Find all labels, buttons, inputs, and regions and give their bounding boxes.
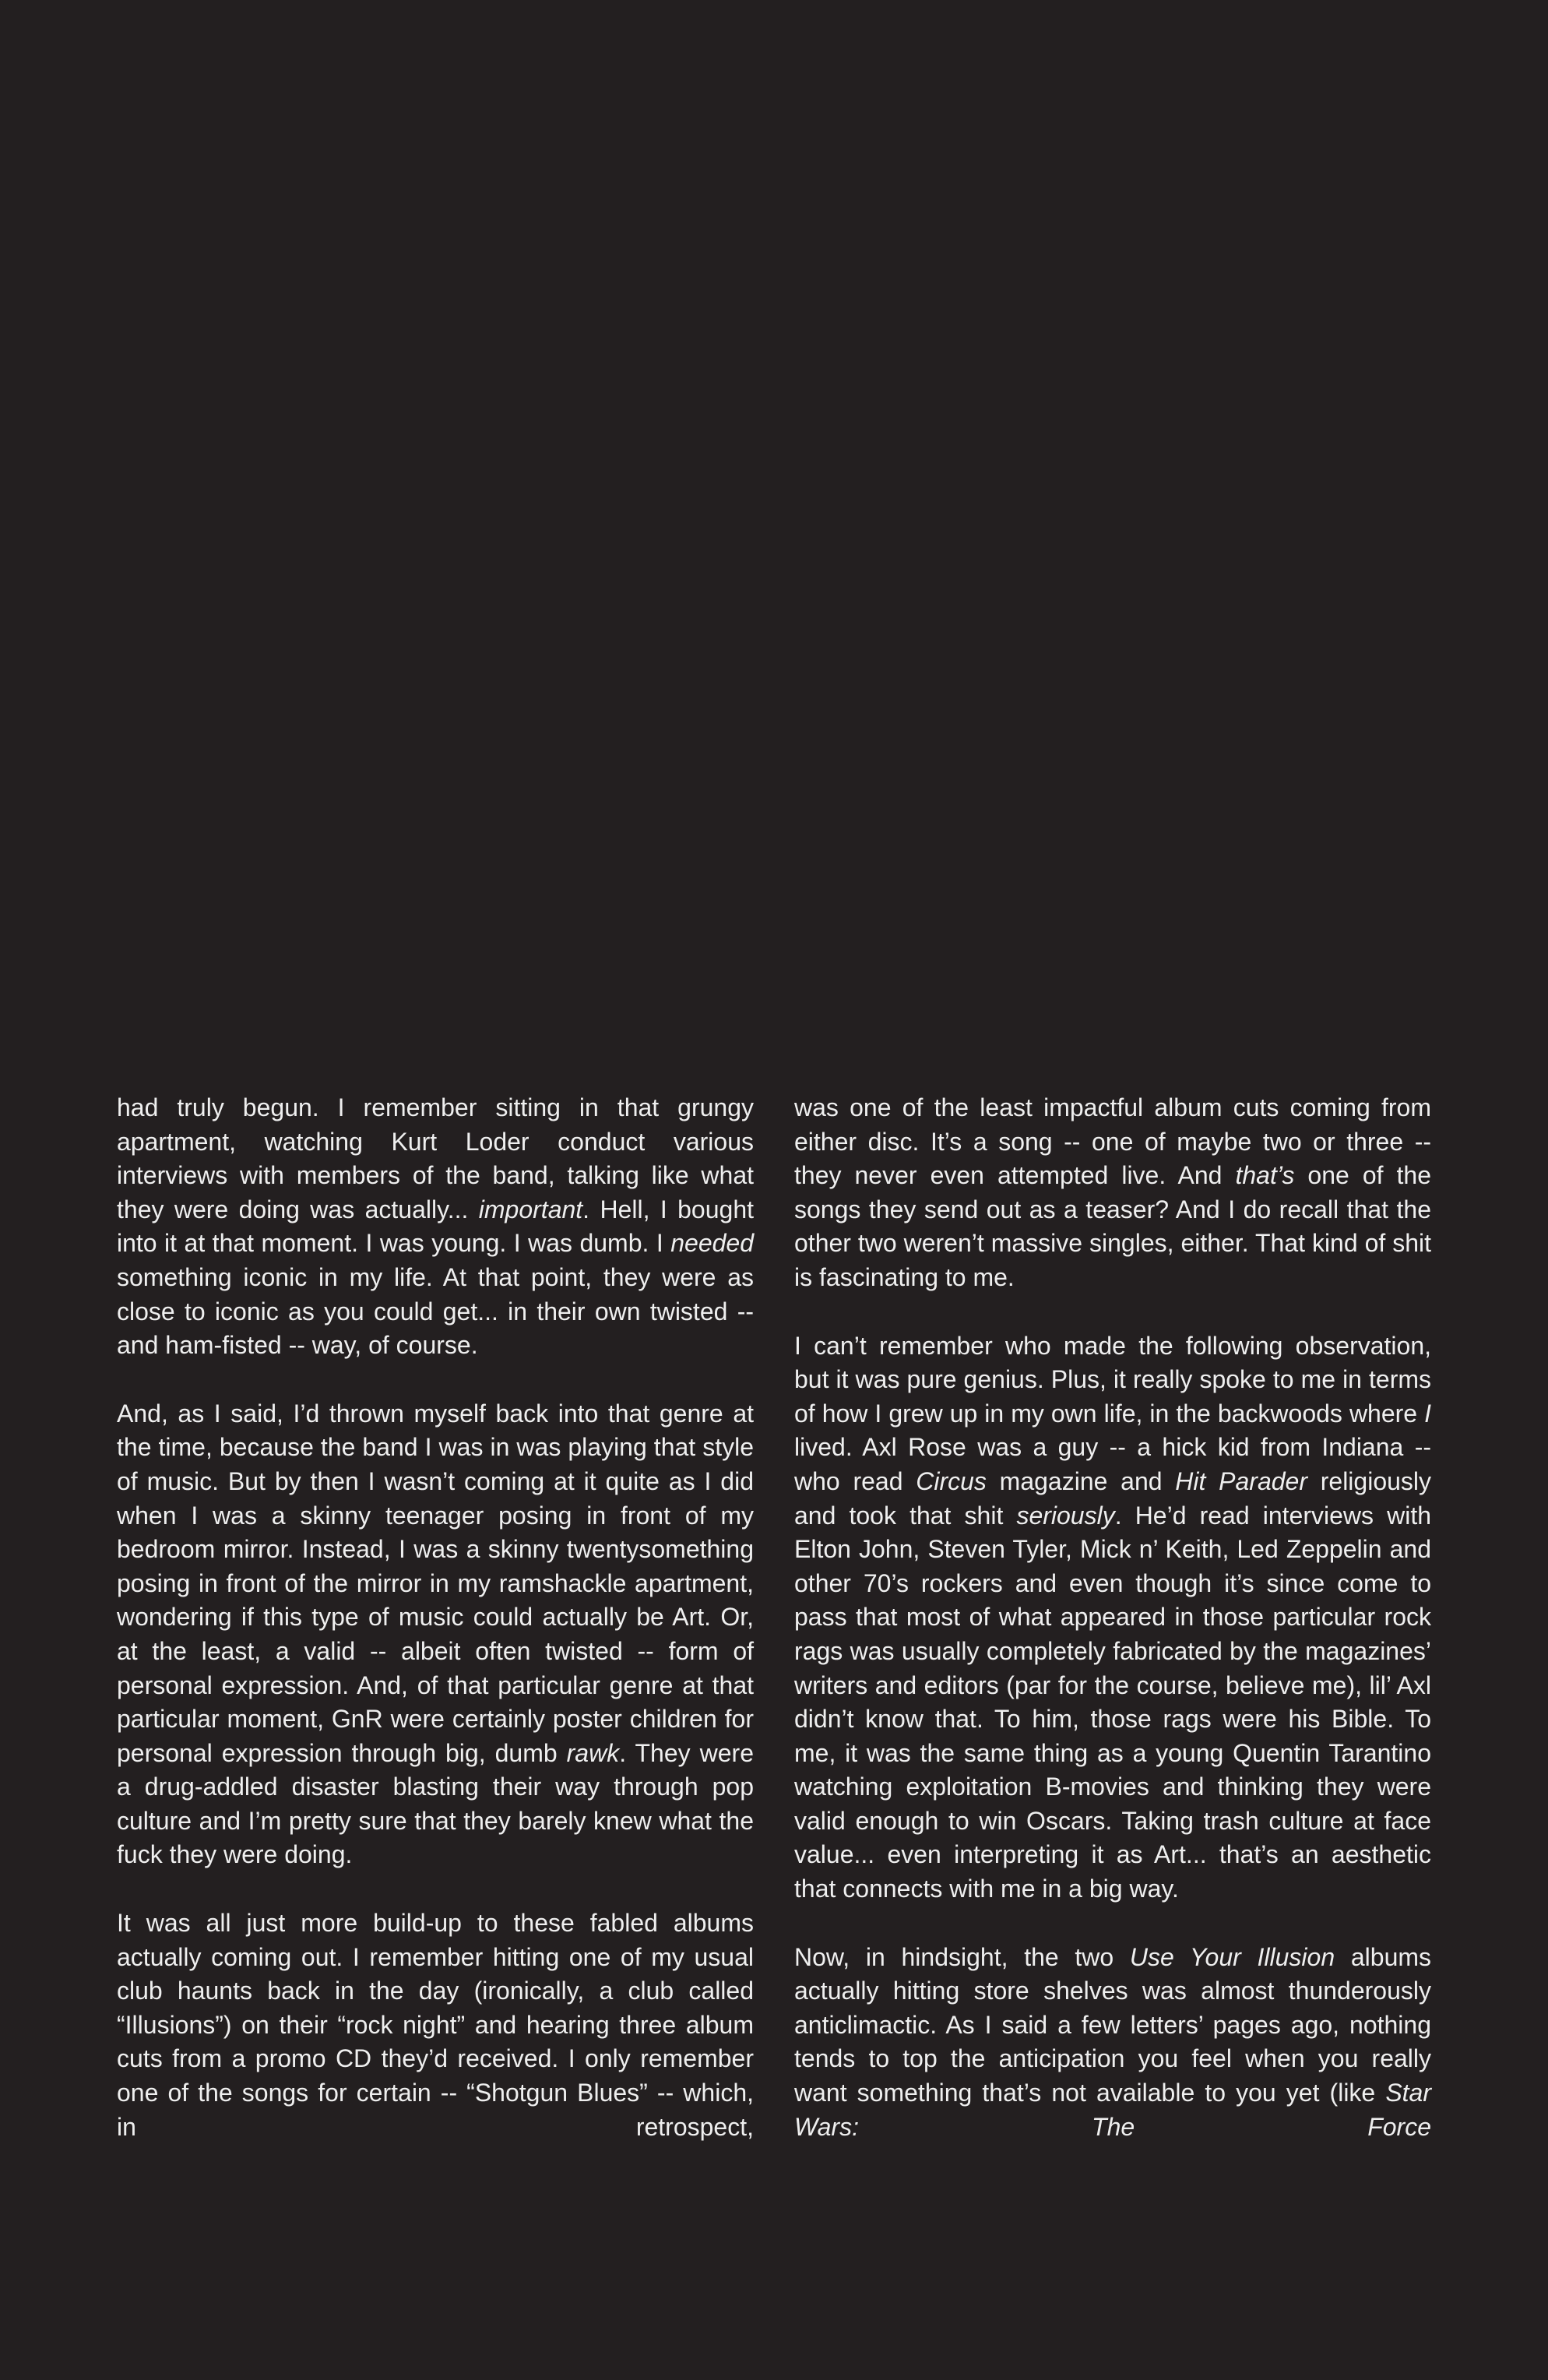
paragraph: had truly begun. I remember sitting in that grungy apartment, watching Kurt Loder conduct various interviews with members of the band, talking like what they were doing was actually... important. Hell, I bought into it at that moment. I was young. I was dumb. I needed something iconic in my life. At that point, they were as close to iconic as you could get... in their own twisted -- and ham-fisted -- way, of course.	[117, 1093, 755, 1360]
paragraph: was one of the least impactful album cuts coming from either disc. It’s a song -- one of maybe two or three -- they never even attempted live. And that’s one of the songs they send out as a teaser? And I do recall that the other two weren’t massive singles, either. That kind of shit is fascinating to me.	[794, 1093, 1432, 1291]
paragraph: It was all just more build-up to these fabled albums actually coming out. I remember hitting one of my usual club haunts back in the day (ironically, a club called “Illusions”) on their “rock night” and hearing three album cuts from a promo CD they’d received. I only remember one of the songs for certain -- “Shotgun Blues” -- which, in retrospect,	[117, 1909, 754, 2141]
blank-top-area	[0, 0, 1548, 1083]
left-text-column	[117, 1091, 754, 2178]
paragraph: Now, in hindsight, the two Use Your Illusion albums actually hitting store shelves was almost thunderously anticlimactic. As I said a few letters’ pages ago, nothing tends to top the anticipation you feel when you really want something that’s not available to you yet (like Star Wars: The Force	[794, 1942, 1432, 2141]
right-text-column	[794, 1091, 1431, 2178]
paragraph: I can’t remember who made the following observation, but it was pure genius. Plus, it really spoke to me in terms of how I grew up in my own life, in the backwoods where I lived. Axl Rose was a guy -- a hick kid from Indiana -- who read Circus magazine and Hit Parader religiously and took that shit seriously. He’d read interviews with Elton John, Steven Tyler, Mick n’ Keith, Led Zeppelin and other 70’s rockers and even though it’s since come to pass that most of what appeared in those particular rock rags was usually completely fabricated by the magazines’ writers and editors (par for the course, believe me), lil’ Axl didn’t know that. To him, those rags were his Bible. To me, it was the same thing as a young Quentin Tarantino watching exploitation B-movies and thinking they were valid enough to win Oscars. Taking trash culture at face value... even interpreting it as Art... that’s an aesthetic that connects with me in a big way.	[794, 1331, 1432, 1903]
paragraph: And, as I said, I’d thrown myself back into that genre at the time, because the band I was in was playing that style of music. But by then I wasn’t coming at it quite as I did when I was a skinny teenager posing in front of my bedroom mirror. Instead, I was a skinny twentysomething posing in front of the mirror in my ramshackle apartment, wondering if this type of music could actually be Art. Or, at the least, a valid -- albeit often twisted -- form of personal expression. And, of that particular genre at that particular moment, GnR were certainly poster children for personal expression through big, dumb rawk. They were a drug-addled disaster blasting their way through pop culture and I’m pretty sure that they barely knew what the fuck they were doing.	[117, 1399, 755, 1869]
